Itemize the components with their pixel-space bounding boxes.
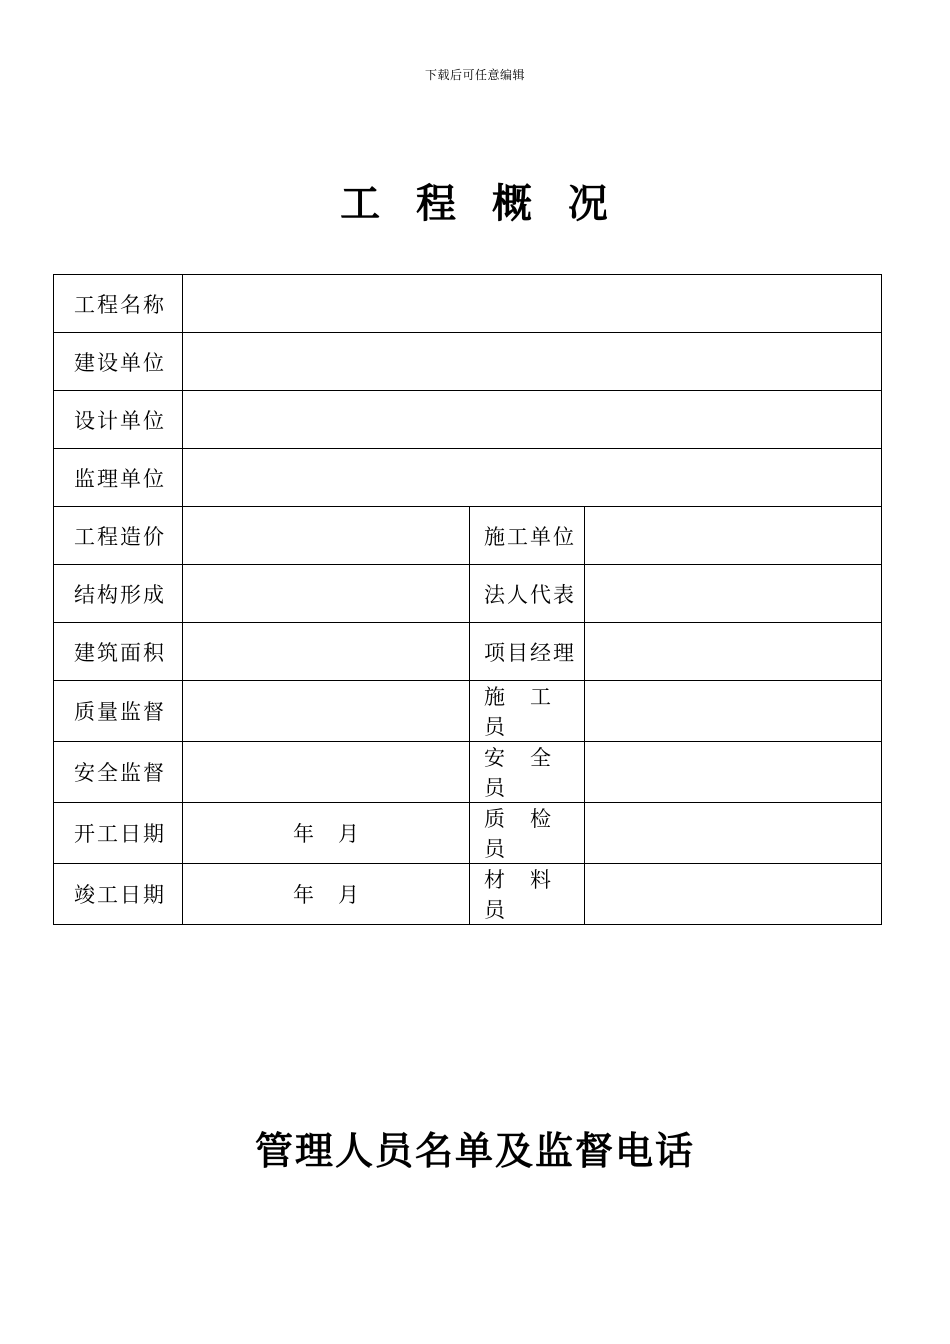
structure-type-label: 结构形成 bbox=[54, 565, 183, 623]
table-row bbox=[54, 681, 882, 742]
building-area-label: 建筑面积 bbox=[54, 623, 183, 681]
quality-supervision-label: 质量监督 bbox=[54, 681, 183, 742]
construction-worker-label: 施 工 员 bbox=[470, 681, 585, 742]
quality-inspector-field[interactable] bbox=[585, 803, 882, 864]
project-overview-table bbox=[53, 274, 882, 925]
month-label: 月 bbox=[338, 822, 359, 846]
supervision-unit-field[interactable] bbox=[183, 449, 882, 507]
table-row bbox=[54, 333, 882, 391]
project-cost-label: 工程造价 bbox=[54, 507, 183, 565]
project-name-label: 工程名称 bbox=[54, 275, 183, 333]
construction-unit-field[interactable] bbox=[183, 333, 882, 391]
safety-officer-label: 安 全 员 bbox=[470, 742, 585, 803]
table-row bbox=[54, 565, 882, 623]
design-unit-field[interactable] bbox=[183, 391, 882, 449]
year-label: 年 bbox=[293, 822, 314, 846]
project-manager-label: 项目经理 bbox=[470, 623, 585, 681]
contractor-label: 施工单位 bbox=[470, 507, 585, 565]
project-manager-field[interactable] bbox=[585, 623, 882, 681]
start-date-label: 开工日期 bbox=[54, 803, 183, 864]
safety-supervision-label: 安全监督 bbox=[54, 742, 183, 803]
table-row bbox=[54, 391, 882, 449]
table-row bbox=[54, 507, 882, 565]
table-row bbox=[54, 742, 882, 803]
safety-supervision-field[interactable] bbox=[183, 742, 470, 803]
header-note: 下载后可任意编辑 bbox=[424, 68, 525, 82]
page-title: 工 程 概 况 bbox=[340, 180, 610, 227]
table-row bbox=[54, 803, 882, 864]
project-cost-field[interactable] bbox=[183, 507, 470, 565]
table-row bbox=[54, 449, 882, 507]
section-title: 管理人员名单及监督电话 bbox=[254, 1128, 695, 1173]
construction-unit-label: 建设单位 bbox=[54, 333, 183, 391]
materials-officer-label: 材 料 员 bbox=[470, 864, 585, 925]
completion-date-field[interactable] bbox=[183, 864, 470, 925]
table-row bbox=[54, 623, 882, 681]
year-label: 年 bbox=[293, 883, 314, 907]
month-label: 月 bbox=[338, 883, 359, 907]
supervision-unit-label: 监理单位 bbox=[54, 449, 183, 507]
building-area-field[interactable] bbox=[183, 623, 470, 681]
safety-officer-field[interactable] bbox=[585, 742, 882, 803]
structure-type-field[interactable] bbox=[183, 565, 470, 623]
contractor-field[interactable] bbox=[585, 507, 882, 565]
legal-representative-field[interactable] bbox=[585, 565, 882, 623]
table-row bbox=[54, 275, 882, 333]
materials-officer-field[interactable] bbox=[585, 864, 882, 925]
design-unit-label: 设计单位 bbox=[54, 391, 183, 449]
quality-inspector-label: 质 检 员 bbox=[470, 803, 585, 864]
start-date-field[interactable] bbox=[183, 803, 470, 864]
project-name-field[interactable] bbox=[183, 275, 882, 333]
construction-worker-field[interactable] bbox=[585, 681, 882, 742]
table-row bbox=[54, 864, 882, 925]
quality-supervision-field[interactable] bbox=[183, 681, 470, 742]
completion-date-label: 竣工日期 bbox=[54, 864, 183, 925]
legal-representative-label: 法人代表 bbox=[470, 565, 585, 623]
